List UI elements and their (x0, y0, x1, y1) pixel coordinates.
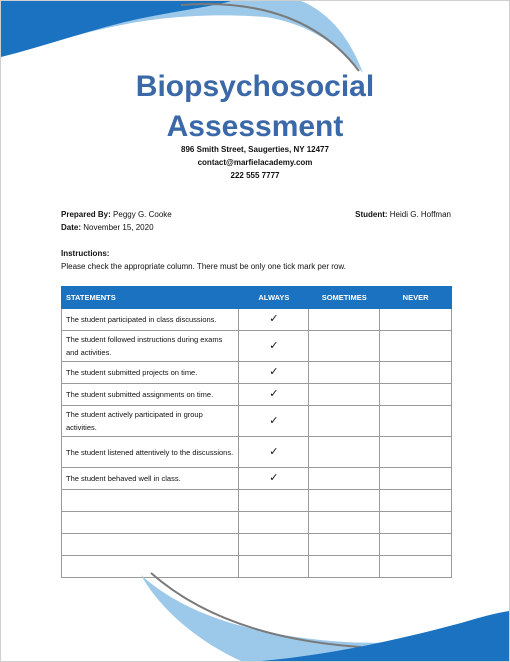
sometimes-cell[interactable] (309, 534, 380, 556)
always-cell[interactable] (239, 512, 309, 534)
table-header-row (62, 287, 452, 309)
table-row (62, 468, 452, 490)
statement-cell[interactable] (62, 534, 239, 556)
header-sometimes: SOMETIMES (309, 287, 380, 309)
always-cell[interactable]: ✓ (239, 468, 309, 490)
never-cell[interactable] (380, 309, 452, 331)
document-title-line1: Biopsychosocial (135, 70, 375, 103)
header-always: ALWAYS (239, 287, 309, 309)
never-cell[interactable] (380, 512, 452, 534)
document-title-line2: Assessment (166, 110, 344, 143)
never-cell[interactable] (380, 331, 452, 362)
email-line: contact@marfielacademy.com (197, 158, 313, 167)
student-label: Student: (355, 210, 388, 219)
table-row (62, 512, 452, 534)
address-line: 896 Smith Street, Saugerties, NY 12477 (181, 145, 329, 154)
always-cell[interactable] (239, 534, 309, 556)
never-cell[interactable] (380, 406, 452, 437)
statement-cell: The student listened attentively to the discussions. (62, 437, 239, 468)
always-cell[interactable]: ✓ (239, 384, 309, 406)
sometimes-cell[interactable] (309, 490, 380, 512)
sometimes-cell[interactable] (309, 309, 380, 331)
table-row (62, 406, 452, 437)
phone-line: 222 555 7777 (230, 171, 280, 180)
sometimes-cell[interactable] (309, 437, 380, 468)
always-cell[interactable]: ✓ (239, 362, 309, 384)
always-cell[interactable]: ✓ (239, 309, 309, 331)
table-row (62, 437, 452, 468)
sometimes-cell[interactable] (309, 362, 380, 384)
always-cell[interactable] (239, 490, 309, 512)
header-statements: STATEMENTS (62, 287, 239, 309)
never-cell[interactable] (380, 490, 452, 512)
always-cell[interactable]: ✓ (239, 437, 309, 468)
assessment-table (61, 286, 452, 578)
sometimes-cell[interactable] (309, 331, 380, 362)
never-cell[interactable] (380, 534, 452, 556)
never-cell[interactable] (380, 437, 452, 468)
statement-cell: The student actively participated in group activities. (62, 406, 239, 437)
date-label: Date: (61, 223, 82, 232)
statement-cell: The student followed instructions during exams and activities. (62, 331, 239, 362)
table-row (62, 534, 452, 556)
statement-cell: The student behaved well in class. (62, 468, 239, 490)
statement-cell[interactable] (62, 490, 239, 512)
instructions-heading: Instructions: (61, 249, 110, 258)
student-field (355, 210, 451, 219)
table-row (62, 331, 452, 362)
header-never: NEVER (380, 287, 452, 309)
never-cell[interactable] (380, 468, 452, 490)
statement-cell: The student submitted assignments on time. (62, 384, 239, 406)
prepared-by-field (61, 210, 172, 219)
date-value: November 15, 2020 (83, 223, 154, 232)
sometimes-cell[interactable] (309, 406, 380, 437)
statement-cell: The student submitted projects on time. (62, 362, 239, 384)
prepared-by-label: Prepared By: (61, 210, 111, 219)
sometimes-cell[interactable] (309, 384, 380, 406)
date-field (61, 223, 154, 232)
sometimes-cell[interactable] (309, 512, 380, 534)
sometimes-cell[interactable] (309, 468, 380, 490)
always-cell[interactable]: ✓ (239, 331, 309, 362)
statement-cell[interactable] (62, 512, 239, 534)
never-cell[interactable] (380, 362, 452, 384)
table-row (62, 490, 452, 512)
student-value: Heidi G. Hoffman (389, 210, 451, 219)
table-row (62, 309, 452, 331)
instructions-text: Please check the appropriate column. There must be only one tick mark per row. (61, 262, 346, 271)
bottom-wave-decoration (1, 571, 509, 661)
always-cell[interactable]: ✓ (239, 406, 309, 437)
table-row (62, 384, 452, 406)
prepared-by-value: Peggy G. Cooke (113, 210, 172, 219)
statement-cell: The student participated in class discussions. (62, 309, 239, 331)
never-cell[interactable] (380, 384, 452, 406)
table-row (62, 362, 452, 384)
